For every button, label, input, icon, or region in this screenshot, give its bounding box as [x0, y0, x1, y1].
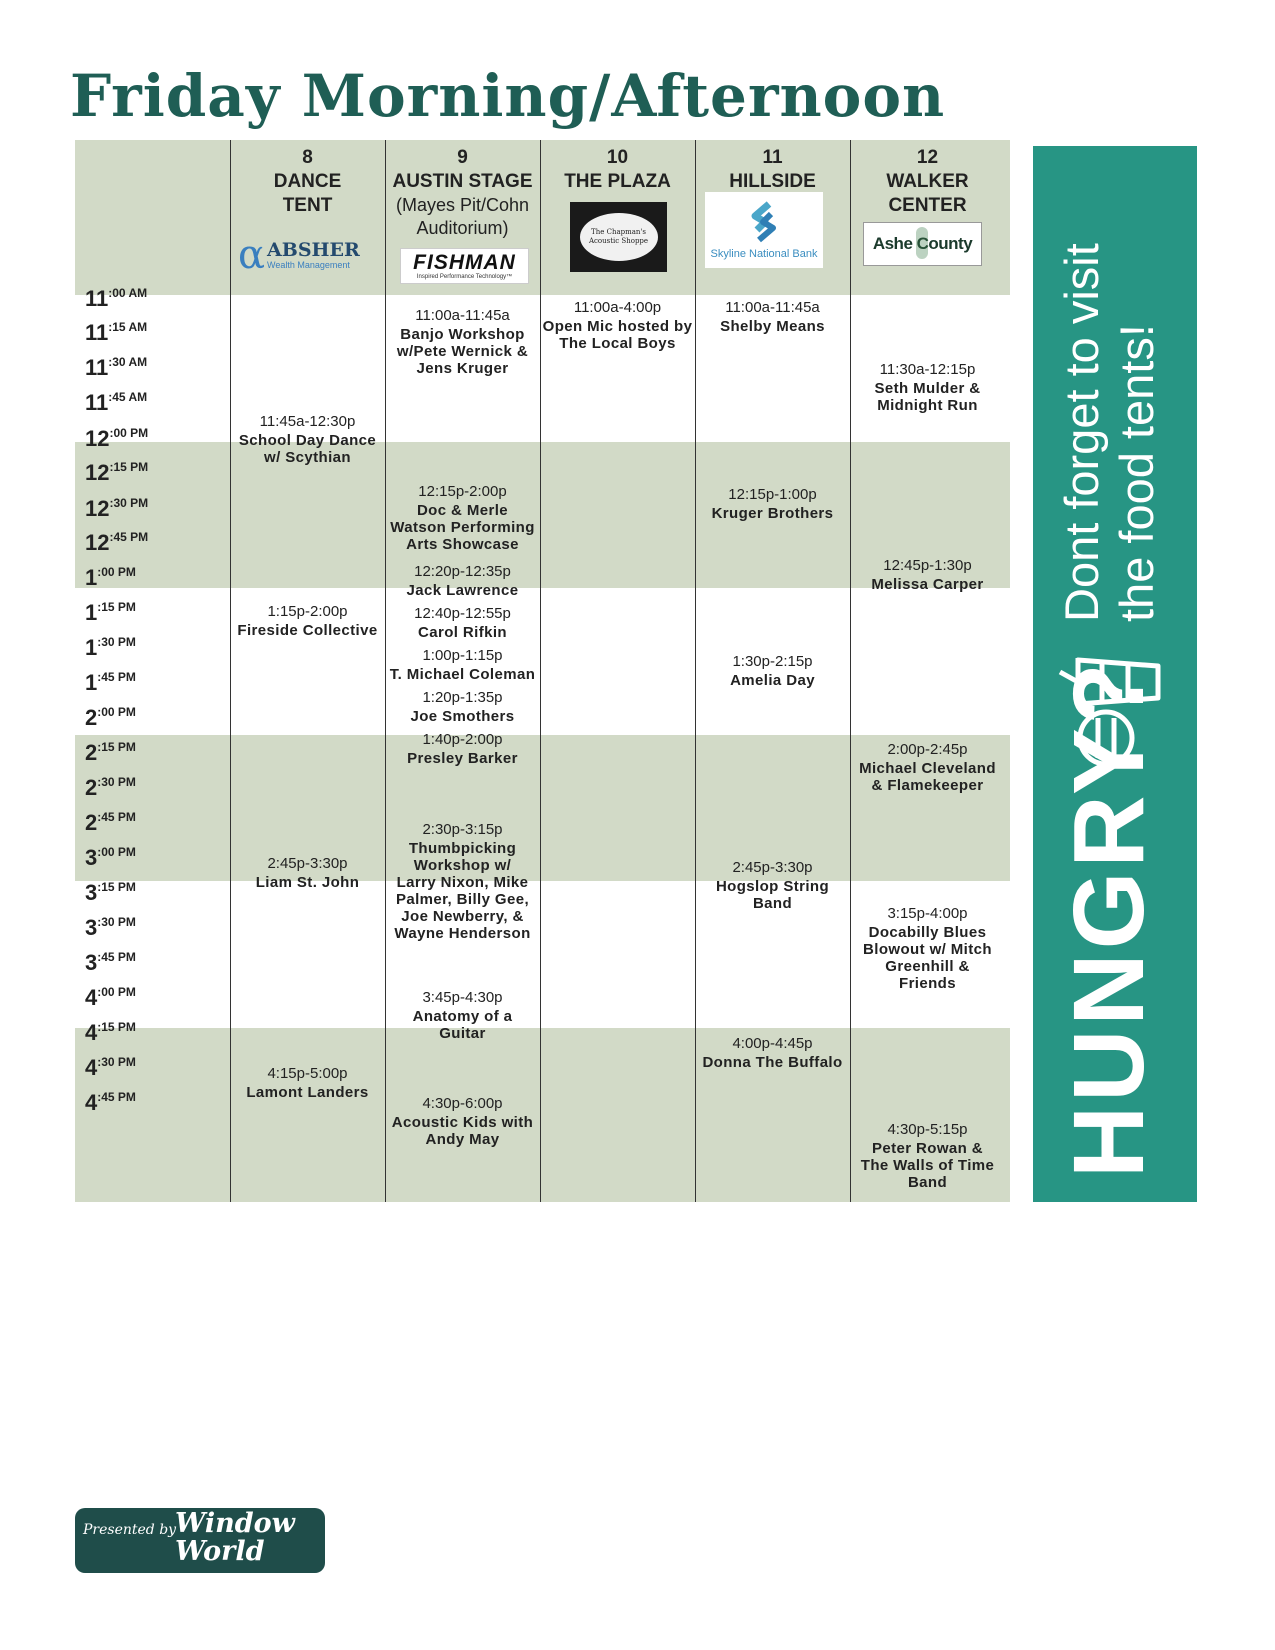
food-tents-banner: [1033, 146, 1197, 1202]
time-label: $12^{:30 PM}$: [85, 496, 149, 521]
skyline-s-icon: [747, 200, 781, 244]
absher-logo-tagline: Wealth Management: [267, 259, 350, 270]
stage-number: 10: [606, 147, 629, 168]
event-walker-center: 4:30p-5:15p Peter Rowan & The Walls of Time Band: [860, 1121, 995, 1191]
visit-food-tents-text: [1054, 243, 1164, 622]
time-label: $3^{:45 PM}$: [85, 950, 136, 975]
fishman-logo-name: FISHMAN: [413, 250, 516, 274]
stage-name: WALKER CENTER: [886, 171, 969, 216]
time-label: $4^{:30 PM}$: [85, 1055, 136, 1080]
event-hillside: 12:15p-1:00p Kruger Brothers: [711, 486, 834, 522]
stage-header-austin-stage: [385, 146, 540, 240]
event-hillside: 4:00p-4:45p Donna The Buffalo: [702, 1035, 843, 1071]
presented-by-label: Presented by: [83, 1522, 177, 1538]
ashe-county-logo: [863, 222, 982, 266]
acoustic-shoppe-logo: [570, 202, 667, 272]
time-label: $2^{:15 PM}$: [85, 740, 136, 765]
hour-band-1pm: [75, 588, 1010, 735]
skyline-logo: [705, 192, 823, 268]
stage-header-hillside: [695, 146, 850, 194]
event-dance-tent: 11:45a-12:30p School Day Dance w/ Scythian: [238, 413, 377, 466]
time-label: $12^{:45 PM}$: [85, 530, 149, 555]
alpha-icon: α: [238, 232, 266, 277]
stage-header-the-plaza: [540, 146, 695, 194]
time-label: $3^{:00 PM}$: [85, 845, 136, 870]
acoustic-shoppe-logo-name: The Chapman's Acoustic Shoppe: [588, 228, 649, 245]
time-label: $11^{:15 AM}$: [85, 320, 148, 345]
ashe-county-logo-name: Ashe County: [872, 234, 973, 253]
guitar-icon: [916, 227, 928, 259]
event-austin-stage: 12:20p-12:35p Jack Lawrence: [406, 563, 519, 599]
stage-subtitle: (Mayes Pit/Cohn Auditorium): [395, 195, 530, 238]
stage-name: AUSTIN STAGE: [392, 171, 533, 192]
event-walker-center: 11:30a-12:15p Seth Mulder & Midnight Run: [874, 361, 981, 414]
time-label: $2^{:45 PM}$: [85, 810, 136, 835]
event-walker-center: 12:45p-1:30p Melissa Carper: [871, 557, 984, 593]
stage-header-dance-tent: [230, 146, 385, 218]
fishman-logo: [400, 248, 529, 284]
absher-logo: [238, 232, 375, 277]
visit-line-1: Dont forget to visit: [1055, 243, 1108, 622]
time-label: $4^{:00 PM}$: [85, 985, 136, 1010]
time-label: $11^{:00 AM}$: [85, 286, 148, 311]
time-label: $1^{:30 PM}$: [85, 635, 136, 660]
time-label: $2^{:30 PM}$: [85, 775, 136, 800]
stage-number: 12: [916, 147, 939, 168]
event-austin-stage: 12:15p-2:00p Doc & Merle Watson Performing Arts Showcase: [390, 483, 535, 553]
time-label: $11^{:30 AM}$: [85, 355, 148, 380]
event-dance-tent: 1:15p-2:00p Fireside Collective: [237, 603, 378, 639]
time-label: $4^{:45 PM}$: [85, 1090, 136, 1115]
event-austin-stage: 1:00p-1:15p T. Michael Coleman: [389, 647, 536, 683]
event-austin-stage: 2:30p-3:15p Thumbpicking Workshop w/ Larry Nixon, Mike Palmer, Billy Gee, Joe Newberry, & Wayne Henderson: [394, 821, 531, 942]
fishman-logo-tagline: Inspired Performance Technology™: [416, 273, 513, 280]
event-dance-tent: 4:15p-5:00p Lamont Landers: [246, 1065, 369, 1101]
event-austin-stage: 11:00a-11:45a Banjo Workshop w/Pete Wernick & Jens Kruger: [396, 307, 529, 377]
time-label: $1^{:45 PM}$: [85, 670, 136, 695]
event-austin-stage: 12:40p-12:55p Carol Rifkin: [414, 605, 511, 641]
event-austin-stage: 1:40p-2:00p Presley Barker: [407, 731, 518, 767]
event-hillside: 11:00a-11:45a Shelby Means: [720, 299, 825, 335]
stage-number: 8: [302, 147, 313, 168]
time-label: $3^{:15 PM}$: [85, 880, 136, 905]
window-world-logo: Window World: [175, 1508, 295, 1567]
hungry-headline: HUNGRY?: [1053, 659, 1165, 1178]
skyline-logo-name: Skyline National Bank: [710, 248, 818, 260]
stage-name: HILLSIDE: [729, 171, 816, 192]
event-austin-stage: 1:20p-1:35p Joe Smothers: [410, 689, 515, 725]
visit-line-2: the food tents!: [1110, 324, 1163, 622]
stage-number: 9: [457, 147, 468, 168]
time-label: $1^{:00 PM}$: [85, 565, 136, 590]
stage-header-walker-center: [850, 146, 1005, 218]
event-the-plaza: 11:00a-4:00p Open Mic hosted by The Local Boys: [542, 299, 693, 352]
event-hillside: 1:30p-2:15p Amelia Day: [730, 653, 815, 689]
stage-name: THE PLAZA: [564, 171, 671, 192]
time-label: $12^{:15 PM}$: [85, 460, 149, 485]
schedule-grid: [75, 140, 1010, 1202]
event-austin-stage: 3:45p-4:30p Anatomy of a Guitar: [412, 989, 513, 1042]
time-label: $3^{:30 PM}$: [85, 915, 136, 940]
time-label: $1^{:15 PM}$: [85, 600, 136, 625]
food-drink-icon: [1058, 646, 1173, 776]
event-walker-center: 2:00p-2:45p Michael Cleveland & Flamekeeper: [859, 741, 996, 794]
column-divider: [230, 140, 231, 1202]
presented-by-badge: [75, 1508, 325, 1573]
event-hillside: 2:45p-3:30p Hogslop String Band: [715, 859, 830, 912]
time-label: $4^{:15 PM}$: [85, 1020, 136, 1045]
time-label: $12^{:00 PM}$: [85, 426, 149, 451]
time-label: $2^{:00 PM}$: [85, 705, 136, 730]
time-label: $11^{:45 AM}$: [85, 390, 148, 415]
column-divider: [850, 140, 851, 1202]
stage-number: 11: [762, 147, 783, 168]
event-austin-stage: 4:30p-6:00p Acoustic Kids with Andy May: [391, 1095, 534, 1148]
event-dance-tent: 2:45p-3:30p Liam St. John: [255, 855, 360, 891]
page-title: Friday Morning/Afternoon: [70, 62, 946, 130]
stage-name: DANCE TENT: [273, 171, 342, 216]
absher-logo-name: ABSHER: [267, 238, 360, 261]
event-walker-center: 3:15p-4:00p Docabilly Blues Blowout w/ Mitch Greenhill & Friends: [863, 905, 992, 992]
